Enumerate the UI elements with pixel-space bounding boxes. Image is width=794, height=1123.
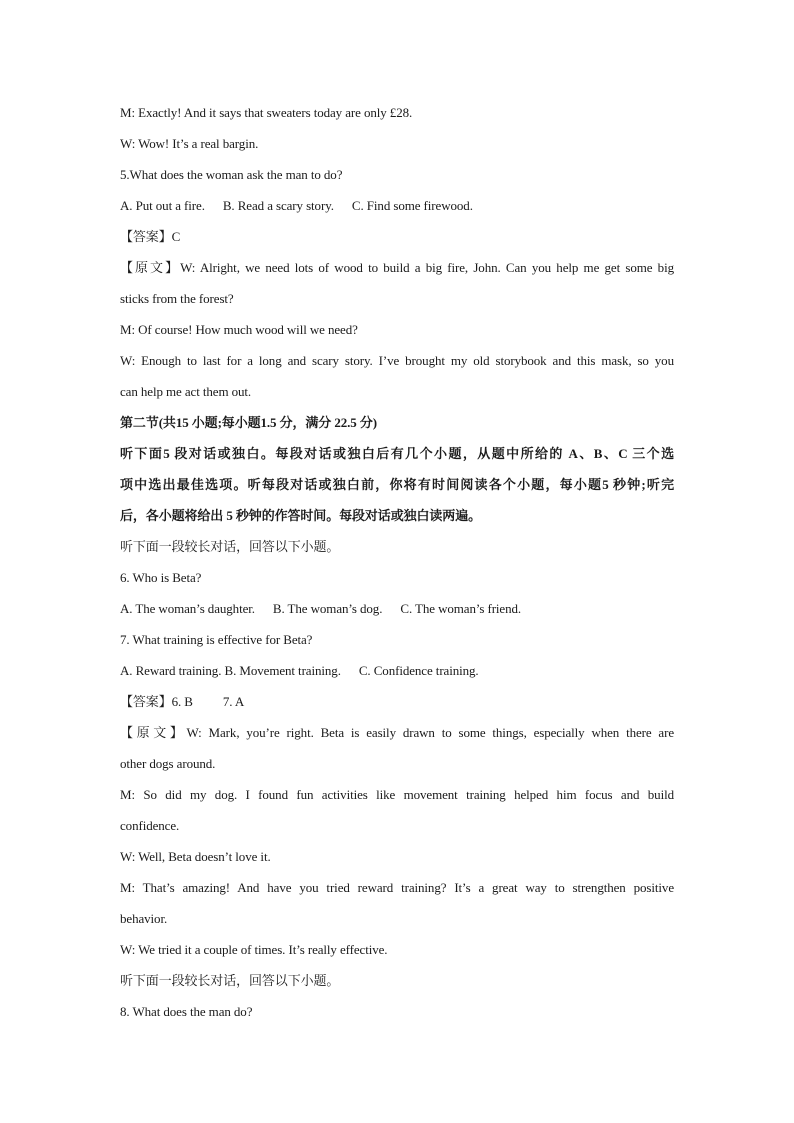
- transcript-line: M: So did my dog. I found fun activities like movement training helped him focus and build: [120, 787, 674, 802]
- option-c: C. Confidence training.: [358, 663, 479, 678]
- answer-5: 【答案】C: [120, 229, 181, 244]
- answer-label: 【答案】6. B: [120, 694, 193, 709]
- option-b: B. Movement training.: [224, 663, 341, 678]
- options-7: [120, 655, 674, 686]
- option-b: B. Read a scary story.: [222, 198, 334, 213]
- answer-7: 7. A: [222, 694, 245, 709]
- option-a: A. Put out a fire.: [120, 198, 205, 213]
- option-c: C. The woman’s friend.: [400, 601, 522, 616]
- transcript-line: W: Enough to last for a long and scary story. I’ve brought my old storybook and this mask, so you: [120, 353, 674, 368]
- question-8: 8. What does the man do?: [120, 1004, 253, 1019]
- answer-6-7: [120, 686, 674, 717]
- options-6: [120, 593, 674, 624]
- question-6: 6. Who is Beta?: [120, 570, 202, 585]
- question-7: 7. What training is effective for Beta?: [120, 632, 313, 647]
- section-heading: 第二节(共15 小题;每小题1.5 分，满分 22.5 分): [120, 415, 377, 430]
- transcript-line: behavior.: [120, 911, 168, 926]
- options-5: [120, 190, 674, 221]
- transcript-line: sticks from the forest?: [120, 291, 234, 306]
- section-instructions: 听下面5 段对话或独白。每段对话或独白后有几个小题，从题中所给的 A、B、C 三个选: [120, 446, 674, 461]
- dialogue-line: M: Exactly! And it says that sweaters today are only £28.: [120, 105, 413, 120]
- transcript-line: 【原文】W: Mark, you’re right. Beta is easily drawn to some things, especially when there are: [120, 725, 674, 740]
- transcript-line: confidence.: [120, 818, 180, 833]
- option-a: A. The woman’s daughter.: [120, 601, 255, 616]
- option-c: C. Find some firewood.: [351, 198, 473, 213]
- transcript-line: can help me act them out.: [120, 384, 252, 399]
- transcript-line: W: Well, Beta doesn’t love it.: [120, 849, 271, 864]
- group-intro: 听下面一段较长对话，回答以下小题。: [120, 539, 340, 554]
- transcript-line: M: That’s amazing! And have you tried reward training? It’s a great way to strengthen positive: [120, 880, 674, 895]
- document-page: [120, 97, 674, 1027]
- transcript-line: other dogs around.: [120, 756, 216, 771]
- option-b: B. The woman’s dog.: [272, 601, 383, 616]
- dialogue-line: W: Wow! It’s a real bargin.: [120, 136, 259, 151]
- option-a: A. Reward training.: [120, 663, 222, 678]
- section-instructions: 后，各小题将给出 5 秒钟的作答时间。每段对话或独白读两遍。: [120, 508, 482, 523]
- section-instructions: 项中选出最佳选项。听每段对话或独白前，你将有时间阅读各个小题，每小题5 秒钟;听完: [120, 477, 674, 492]
- transcript-line: 【原文】W: Alright, we need lots of wood to build a big fire, John. Can you help me get some big: [120, 260, 674, 275]
- question-5: 5.What does the woman ask the man to do?: [120, 167, 343, 182]
- group-intro: 听下面一段较长对话，回答以下小题。: [120, 973, 340, 988]
- transcript-line: W: We tried it a couple of times. It’s really effective.: [120, 942, 388, 957]
- transcript-line: M: Of course! How much wood will we need?: [120, 322, 358, 337]
